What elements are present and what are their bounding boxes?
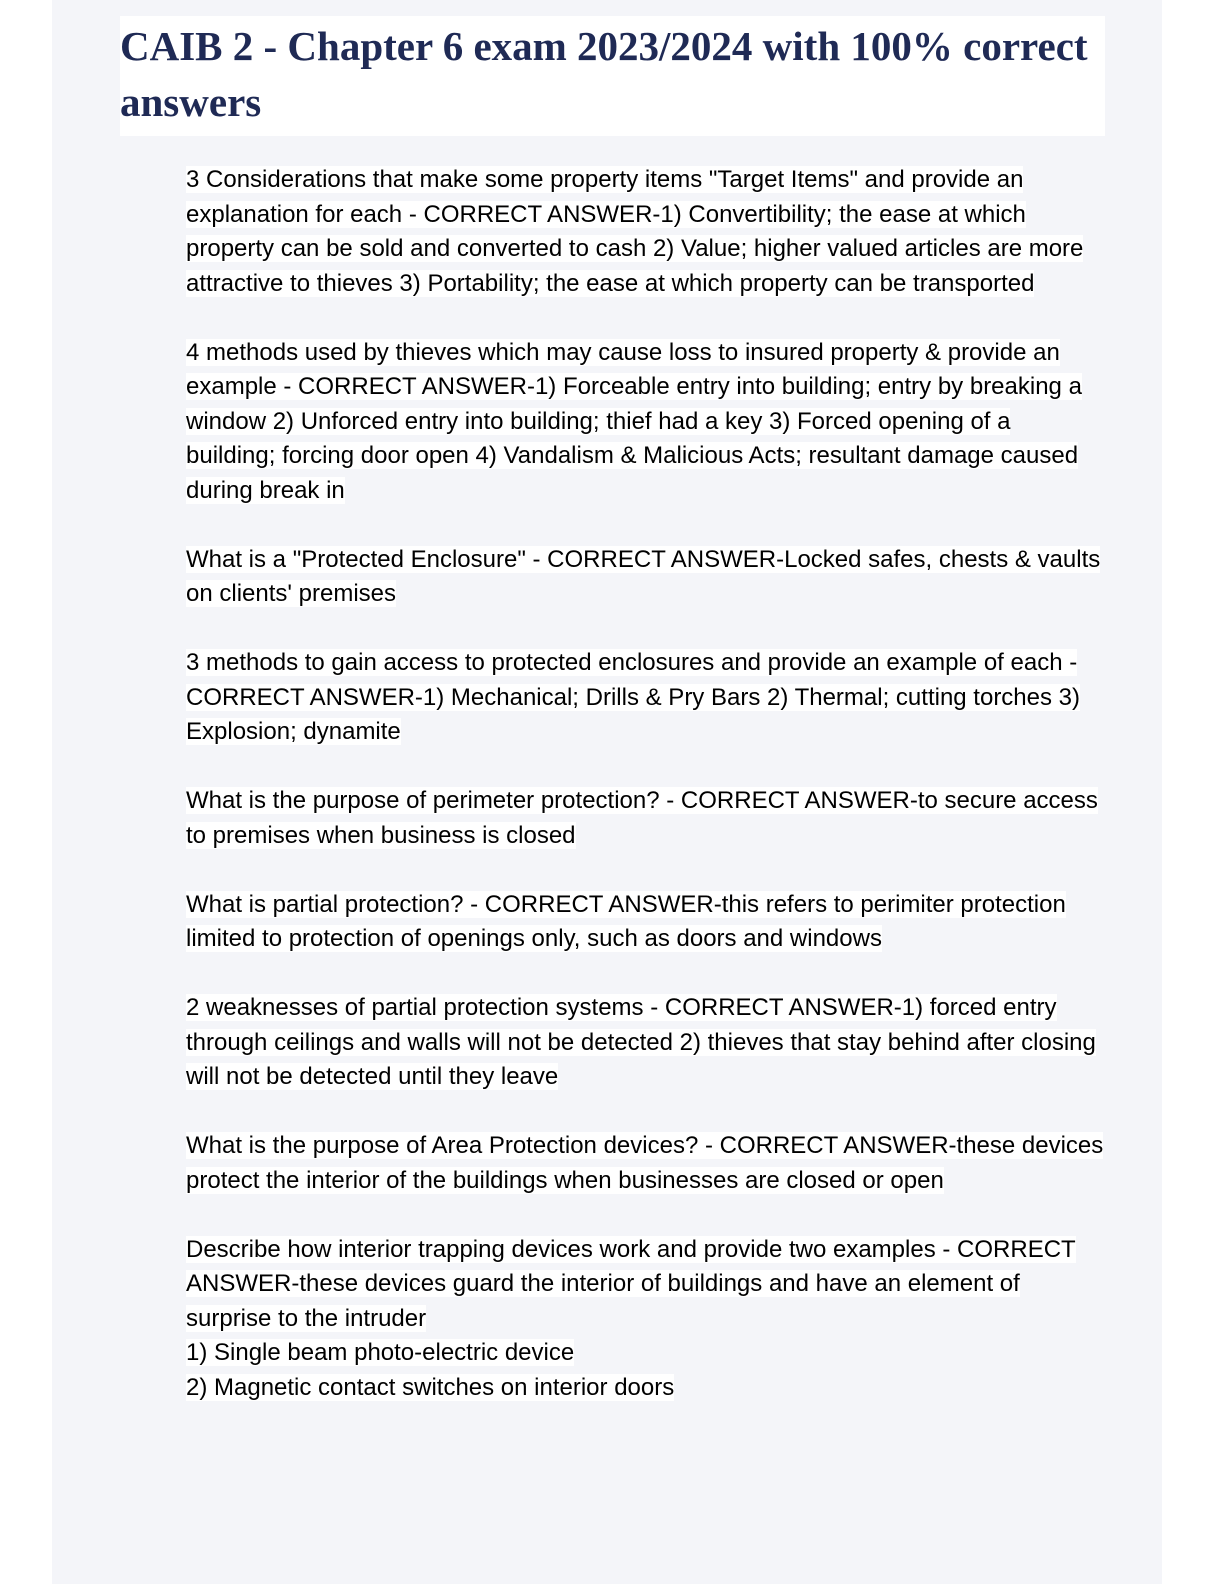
qa-intro-text: Describe how interior trapping devices work and provide two examples - CORRECT ANSWER-these devices guard the interior of buildings and have an element of surprise to the intruder: [186, 1235, 1076, 1332]
qa-item: [186, 1129, 1106, 1198]
qa-example-1: 1) Single beam photo-electric device: [186, 1339, 575, 1366]
qa-text: 3 methods to gain access to protected enclosures and provide an example of each - CORRECT ANSWER-1) Mechanical; Drills & Pry Bars 2) Thermal; cutting torches 3) Explosion; dynamite: [186, 649, 1081, 745]
qa-item: [186, 543, 1106, 612]
qa-item: [186, 336, 1106, 509]
document-page: [52, 0, 1162, 1584]
qa-item: [186, 646, 1106, 750]
qa-text: What is partial protection? - CORRECT ANSWER-this refers to perimiter protection limited to protection of openings only, such as doors and windows: [186, 890, 1066, 952]
qa-example-line: [186, 1371, 1106, 1406]
qa-text: What is a "Protected Enclosure" - CORRECT ANSWER-Locked safes, chests & vaults on clients' premises: [186, 545, 1101, 607]
qa-item: [186, 888, 1106, 957]
qa-example-2: 2) Magnetic contact switches on interior doors: [186, 1373, 675, 1401]
qa-item: [186, 991, 1106, 1095]
qa-text: What is the purpose of perimeter protection? - CORRECT ANSWER-to secure access to premises when business is closed: [186, 787, 1098, 849]
qa-example-line: [186, 1336, 1106, 1371]
qa-text: 2 weaknesses of partial protection systems - CORRECT ANSWER-1) forced entry through ceilings and walls will not be detected 2) thieves that stay behind after closing will not be detected until they leave: [186, 994, 1096, 1090]
qa-text: 3 Considerations that make some property items "Target Items" and provide an explanation for each - CORRECT ANSWER-1) Convertibility; the ease at which property can be sold and converted to cash 2) Value; higher valued articles are more attractive to thieves 3) Portability; the ease at which property can be transported: [186, 166, 1084, 297]
qa-text: 4 methods used by thieves which may cause loss to insured property & provide an example - CORRECT ANSWER-1) Forceable entry into building; entry by breaking a window 2) Unforced entry into building; thief had a key 3) Forced opening of a building; forcing door open 4) Vandalism & Malicious Acts; resultant damage caused during break in: [186, 338, 1082, 504]
title-block: [120, 16, 1105, 136]
qa-list: [186, 163, 1106, 1440]
qa-item: [186, 163, 1106, 301]
qa-item-last: [186, 1233, 1106, 1406]
qa-item: [186, 784, 1106, 853]
qa-text: What is the purpose of Area Protection devices? - CORRECT ANSWER-these devices protect the interior of the buildings when businesses are closed or open: [186, 1132, 1104, 1194]
qa-intro-line: [186, 1233, 1106, 1337]
page-title: CAIB 2 - Chapter 6 exam 2023/2024 with 100% correct answers: [120, 23, 1088, 125]
